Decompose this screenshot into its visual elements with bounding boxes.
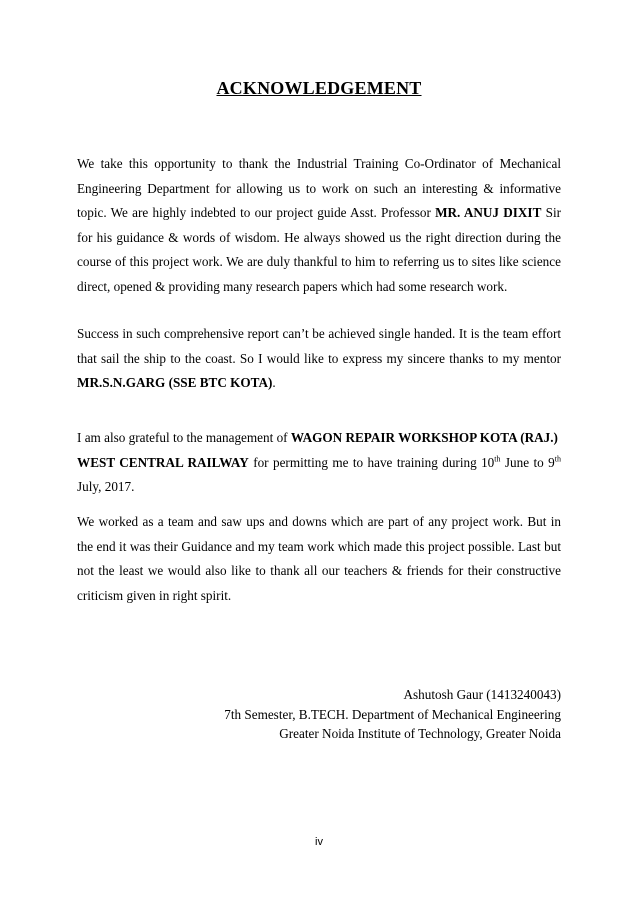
mentor-name: MR.S.N.GARG (SSE BTC KOTA)	[77, 375, 273, 390]
superscript: th	[554, 454, 562, 464]
paragraph-text: for permitting me to have training during 10	[248, 454, 495, 470]
author-department: 7th Semester, B.TECH. Department of Mechanical Engineering	[224, 706, 561, 722]
author-institute: Greater Noida Institute of Technology, Greater Noida	[279, 726, 561, 741]
paragraph-text: We take this opportunity to thank the Industrial Training Co-Ordinator of Mechanical Engineering Department for allowing us to work on such an interesting & informative topic. We are highly indebted to our project guide Asst. Professor	[77, 156, 561, 220]
paragraph-thanks-management	[77, 426, 561, 500]
paragraph-thanks-guide	[77, 152, 561, 299]
paragraph-text: .	[272, 375, 276, 390]
page-title: ACKNOWLEDGEMENT	[216, 78, 422, 98]
railway-name: WEST CENTRAL RAILWAY	[77, 454, 249, 470]
paragraph-text: Sir for his guidance & words of wisdom. He always showed us the right direction during the course of this project work. We are duly thankful to him to referring us to sites like science direct, opened & providing many research papers which had some research work.	[77, 205, 562, 294]
page-number: iv	[315, 836, 323, 848]
guide-name: MR. ANUJ DIXIT	[435, 205, 542, 220]
author-name: Ashutosh Gaur (1413240043)	[403, 687, 561, 702]
paragraph-text: I am also grateful to the management of	[77, 430, 291, 445]
paragraph-text: June to 9	[500, 454, 555, 470]
paragraph-text: We worked as a team and saw ups and downs which are part of any project work. But in the end it was their Guidance and my team work which made this project possible. Last but not the least we would also like to thank all our teachers & friends for their constructive criticism given in right spirit.	[77, 514, 561, 603]
paragraph-thanks-mentor	[77, 322, 561, 396]
superscript: th	[494, 454, 501, 464]
workshop-name: WAGON REPAIR WORKSHOP KOTA (RAJ.)	[290, 430, 558, 445]
paragraph-text: Success in such comprehensive report can’t be achieved single handed. It is the team effort that sail the ship to the coast. So I would like to express my sincere thanks to my mentor	[77, 326, 561, 366]
signature-block	[161, 685, 561, 744]
paragraph-text: July, 2017.	[77, 479, 135, 494]
paragraph-team-work	[77, 510, 561, 608]
